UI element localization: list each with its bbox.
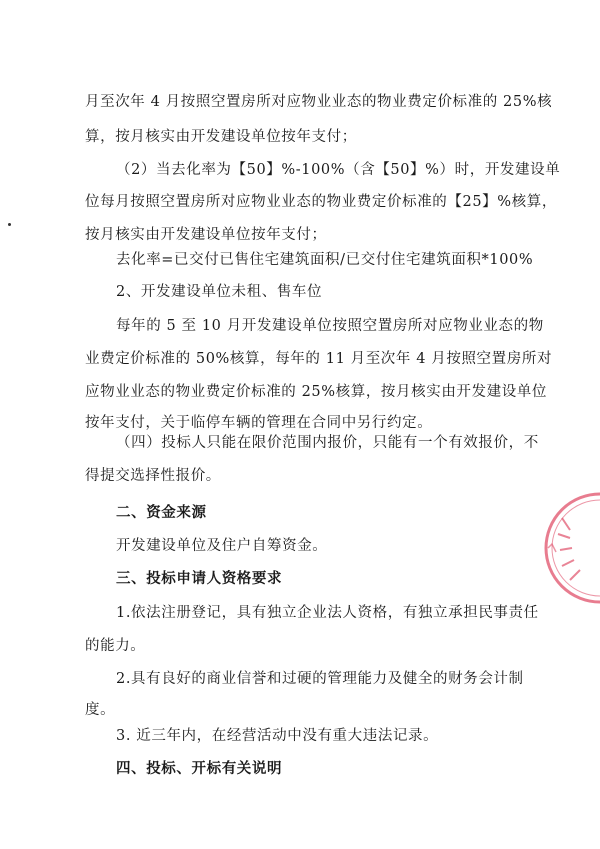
paragraph-line: 按年支付，关于临停车辆的管理在合同中另行约定。 [85, 415, 433, 431]
paragraph-line: 2.具有良好的商业信誉和过硬的管理能力及健全的财务会计制 [116, 671, 524, 687]
paragraph-line: 1.依法注册登记，具有独立企业法人资格，有独立承担民事责任 [116, 605, 539, 621]
scan-dot [8, 223, 11, 226]
section-heading: 三、投标申请人资格要求 [116, 570, 283, 587]
paragraph-line: 得提交选择性报价。 [85, 468, 221, 484]
paragraph-line: 算，按月核实由开发建设单位按年支付； [85, 129, 357, 145]
paragraph-line: 业费定价标准的 50%核算，每年的 11 月至次年 4 月按照空置房所对 [85, 351, 553, 367]
paragraph-line: （2）当去化率为【50】%-100%（含【50】%）时，开发建设单 [116, 162, 561, 178]
paragraph-line: 开发建设单位及住户自筹资金。 [116, 538, 328, 554]
paragraph-line: 的能力。 [85, 638, 146, 654]
paragraph-line: （四）投标人只能在限价范围内报价，只能有一个有效报价，不 [116, 435, 539, 451]
paragraph-line: 位每月按照空置房所对应物业业态的物业费定价标准的【25】%核算， [85, 194, 557, 210]
paragraph-line: 月至次年 4 月按照空置房所对应物业业态的物业费定价标准的 25%核 [85, 94, 553, 110]
paragraph-line: 每年的 5 至 10 月开发建设单位按照空置房所对应物业业态的物 [116, 318, 544, 334]
paragraph-line: 应物业业态的物业费定价标准的 25%核算，按月核实由开发建设单位 [85, 384, 548, 400]
paragraph-line: 3. 近三年内，在经营活动中没有重大违法记录。 [116, 728, 439, 744]
formula-line: 去化率=已交付已售住宅建筑面积/已交付住宅建筑面积*100% [116, 252, 534, 268]
section-heading: 四、投标、开标有关说明 [116, 760, 283, 777]
section-heading: 二、资金来源 [116, 504, 207, 521]
paragraph-line: 按月核实由开发建设单位按年支付； [85, 227, 327, 243]
paragraph-line: 度。 [85, 702, 116, 718]
subsection-heading: 2、开发建设单位未租、售车位 [116, 284, 323, 300]
red-seal-stamp [540, 488, 600, 608]
